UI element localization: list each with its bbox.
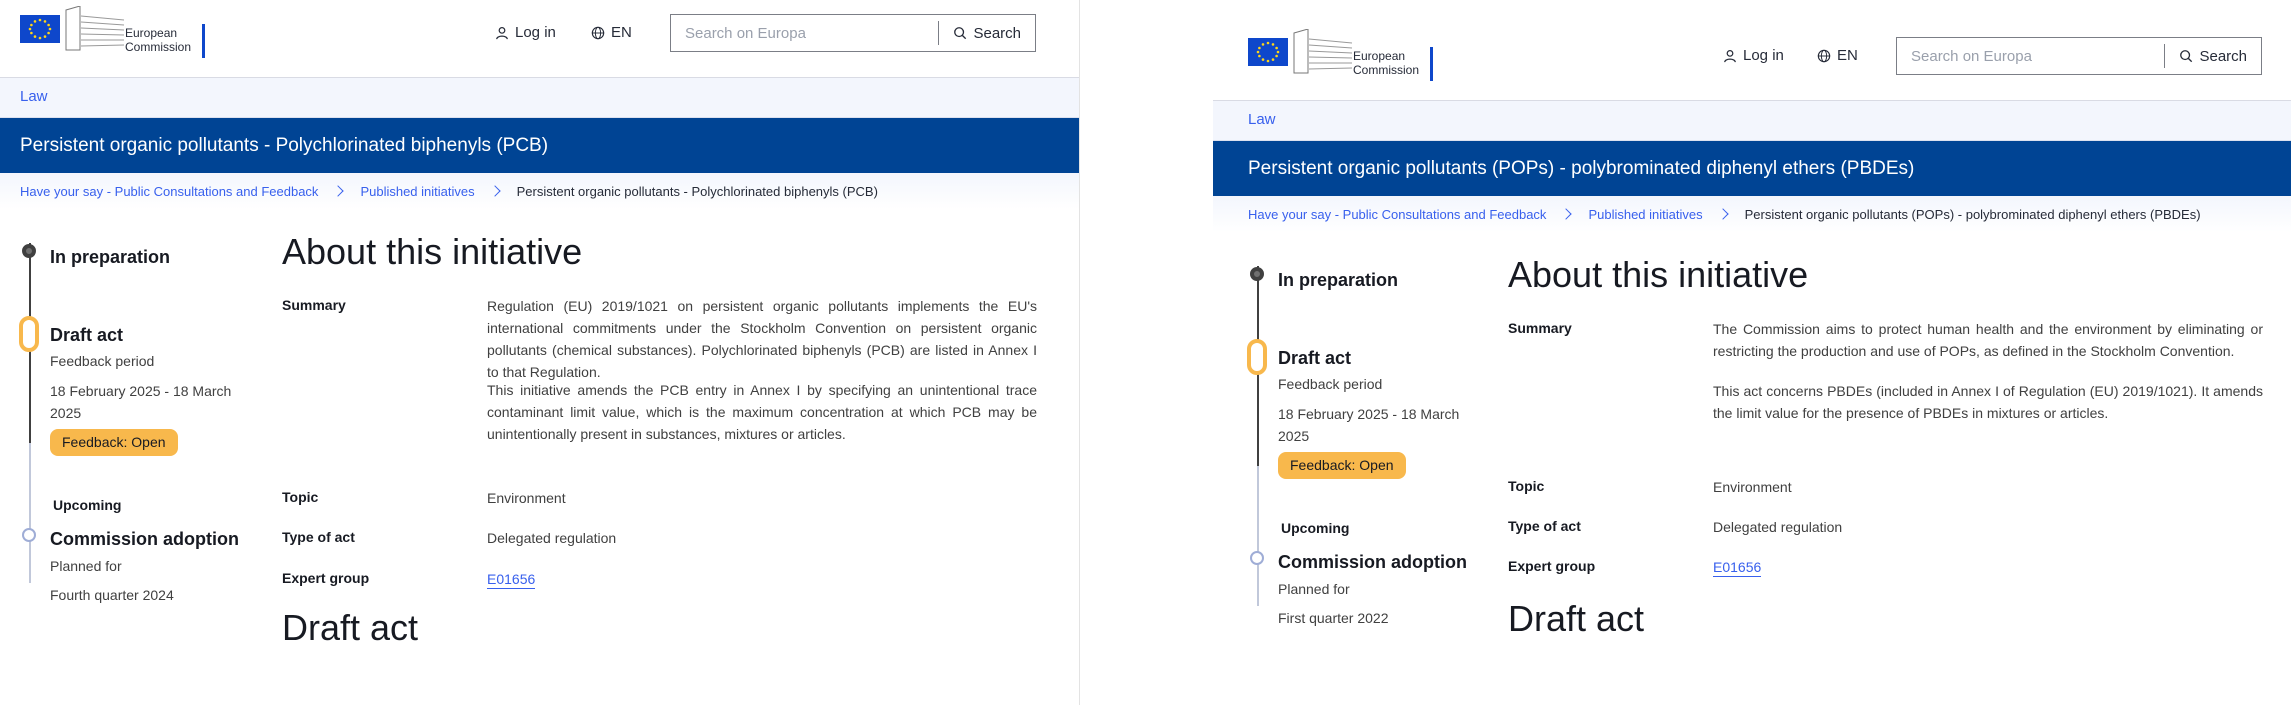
breadcrumb-link-have-your-say[interactable]: Have your say - Public Consultations and Feedback [20, 183, 319, 199]
timeline-node-commission-adoption [22, 528, 36, 542]
feedback-period-dates: 18 February 2025 - 18 March 2025 [1278, 406, 1460, 444]
timeline-line-future [29, 443, 31, 583]
page-title: Persistent organic pollutants - Polychlorinated biphenyls (PCB) [0, 118, 1079, 173]
chevron-right-icon [1561, 208, 1572, 219]
language-selector[interactable] [591, 24, 632, 41]
timeline-node-commission-adoption [1250, 551, 1264, 565]
about-heading: About this initiative [282, 231, 583, 272]
expert-group-label: Expert group [1508, 558, 1596, 574]
type-of-act-value: Delegated regulation [1713, 519, 1843, 535]
timeline-stage-commission-adoption: Commission adoption [50, 529, 239, 549]
logo-text [125, 26, 191, 54]
planned-for-label: Planned for [50, 558, 122, 574]
eu-flag-icon [20, 15, 60, 43]
initiative-page-right [1213, 23, 2291, 705]
feedback-period-label: Feedback period [50, 353, 155, 369]
type-of-act-value: Delegated regulation [487, 530, 617, 546]
initiative-page-left [0, 0, 1079, 705]
user-icon [495, 26, 509, 40]
breadcrumb [0, 173, 1079, 209]
expert-group-link[interactable]: E01656 [1713, 559, 1762, 575]
eu-flag-icon [1248, 38, 1288, 66]
planned-for-value: Fourth quarter 2024 [50, 587, 174, 603]
planned-for-value: First quarter 2022 [1278, 610, 1389, 626]
berlaymont-icon [64, 6, 134, 52]
globe-icon [1817, 49, 1831, 63]
login-link[interactable] [1723, 47, 1784, 64]
timeline-stage-in-preparation: In preparation [1278, 270, 1399, 290]
topic-value: Environment [1713, 479, 1792, 495]
login-label: Log in [515, 24, 556, 41]
breadcrumb-current: Persistent organic pollutants (POPs) - polybrominated diphenyl ethers (PBDEs) [1744, 206, 2201, 222]
feedback-period-label: Feedback period [1278, 376, 1383, 392]
search-form [1896, 37, 2262, 75]
page-title: Persistent organic pollutants (POPs) - polybrominated diphenyl ethers (PBDEs) [1213, 141, 2291, 196]
chevron-right-icon [1717, 208, 1728, 219]
search-input[interactable] [1897, 38, 2164, 74]
login-label: Log in [1743, 47, 1784, 64]
globe-icon [591, 26, 605, 40]
topic-label: Topic [1508, 478, 1545, 494]
search-icon [953, 26, 967, 40]
timeline-upcoming-label: Upcoming [1281, 520, 1350, 536]
topic-label: Topic [282, 489, 319, 505]
logo-accent-bar [1430, 47, 1433, 81]
chevron-right-icon [489, 185, 500, 196]
expert-group-label: Expert group [282, 570, 370, 586]
feedback-status-badge: Feedback: Open [50, 429, 178, 456]
language-label: EN [611, 24, 632, 41]
breadcrumb [1213, 196, 2291, 232]
breadcrumb-link-have-your-say[interactable]: Have your say - Public Consultations and Feedback [1248, 206, 1547, 222]
logo-text [1353, 49, 1419, 77]
berlaymont-icon [1292, 29, 1362, 75]
logo-line1: European [1353, 49, 1406, 63]
draft-act-heading: Draft act [1508, 598, 1645, 639]
timeline-node-draft-act [1247, 339, 1267, 375]
summary-paragraph-2: This act concerns PBDEs (included in Annex I of Regulation (EU) 2019/1021). It amends the limit value for the presence of PBDEs in mixtures or articles. [1713, 383, 2263, 421]
timeline-node-draft-act [19, 316, 39, 352]
search-button[interactable] [939, 15, 1035, 51]
chevron-right-icon [333, 185, 344, 196]
timeline-node-in-preparation [1250, 267, 1264, 281]
law-link[interactable]: Law [20, 88, 48, 105]
timeline-line-future [1257, 466, 1259, 606]
timeline-stage-commission-adoption: Commission adoption [1278, 552, 1467, 572]
type-of-act-label: Type of act [1508, 518, 1581, 534]
summary-paragraph-1: The Commission aims to protect human health and the environment by eliminating or restricting the production and use of POPs, as defined in the Stockholm Convention. [1713, 321, 2263, 359]
summary-paragraph-1: Regulation (EU) 2019/1021 on persistent organic pollutants implements the EU's international commitments under the Stockholm Convention on persistent organic pollutants (chemical substances). Polychlorinated biphenyls (PCB) are listed in Annex I to that Regulation. [487, 298, 1037, 380]
site-section-bar [1213, 101, 2291, 141]
site-section-bar [0, 78, 1079, 118]
summary-label: Summary [282, 297, 346, 313]
logo-line2: Commission [1353, 63, 1420, 77]
search-button[interactable] [2165, 38, 2261, 74]
logo-line2: Commission [125, 40, 192, 54]
search-button-label: Search [2199, 47, 2247, 65]
timeline-stage-draft-act: Draft act [50, 325, 124, 345]
user-icon [1723, 49, 1737, 63]
breadcrumb-link-published-initiatives[interactable]: Published initiatives [360, 183, 475, 199]
search-form [670, 14, 1036, 52]
panel-divider [1079, 0, 1080, 705]
type-of-act-label: Type of act [282, 529, 355, 545]
feedback-period-dates: 18 February 2025 - 18 March 2025 [50, 383, 232, 421]
law-link[interactable]: Law [1248, 111, 1276, 128]
language-label: EN [1837, 47, 1858, 64]
european-commission-logo[interactable] [1248, 29, 1434, 79]
expert-group-link[interactable]: E01656 [487, 571, 536, 587]
timeline-stage-draft-act: Draft act [1278, 348, 1352, 368]
site-header [0, 0, 1079, 78]
draft-act-heading: Draft act [282, 607, 419, 648]
topic-value: Environment [487, 490, 566, 506]
timeline-upcoming-label: Upcoming [53, 497, 122, 513]
search-input[interactable] [671, 15, 938, 51]
european-commission-logo[interactable] [20, 6, 206, 56]
site-header [1213, 23, 2291, 101]
planned-for-label: Planned for [1278, 581, 1350, 597]
breadcrumb-current: Persistent organic pollutants - Polychlorinated biphenyls (PCB) [516, 183, 878, 199]
summary-paragraph-2: This initiative amends the PCB entry in Annex I by specifying an unintentional trace contaminant limit value, which is the maximum concentration at which PCB may be unintentionally present in substances, mixtures or articles. [487, 382, 1037, 442]
breadcrumb-link-published-initiatives[interactable]: Published initiatives [1588, 206, 1703, 222]
logo-accent-bar [202, 24, 205, 58]
search-button-label: Search [973, 24, 1021, 42]
logo-line1: European [125, 26, 178, 40]
language-selector[interactable] [1817, 47, 1858, 64]
feedback-status-badge: Feedback: Open [1278, 452, 1406, 479]
about-heading: About this initiative [1508, 254, 1809, 295]
timeline-node-in-preparation [22, 244, 36, 258]
timeline-stage-in-preparation: In preparation [50, 247, 171, 267]
summary-label: Summary [1508, 320, 1572, 336]
search-icon [2179, 49, 2193, 63]
login-link[interactable] [495, 24, 556, 41]
